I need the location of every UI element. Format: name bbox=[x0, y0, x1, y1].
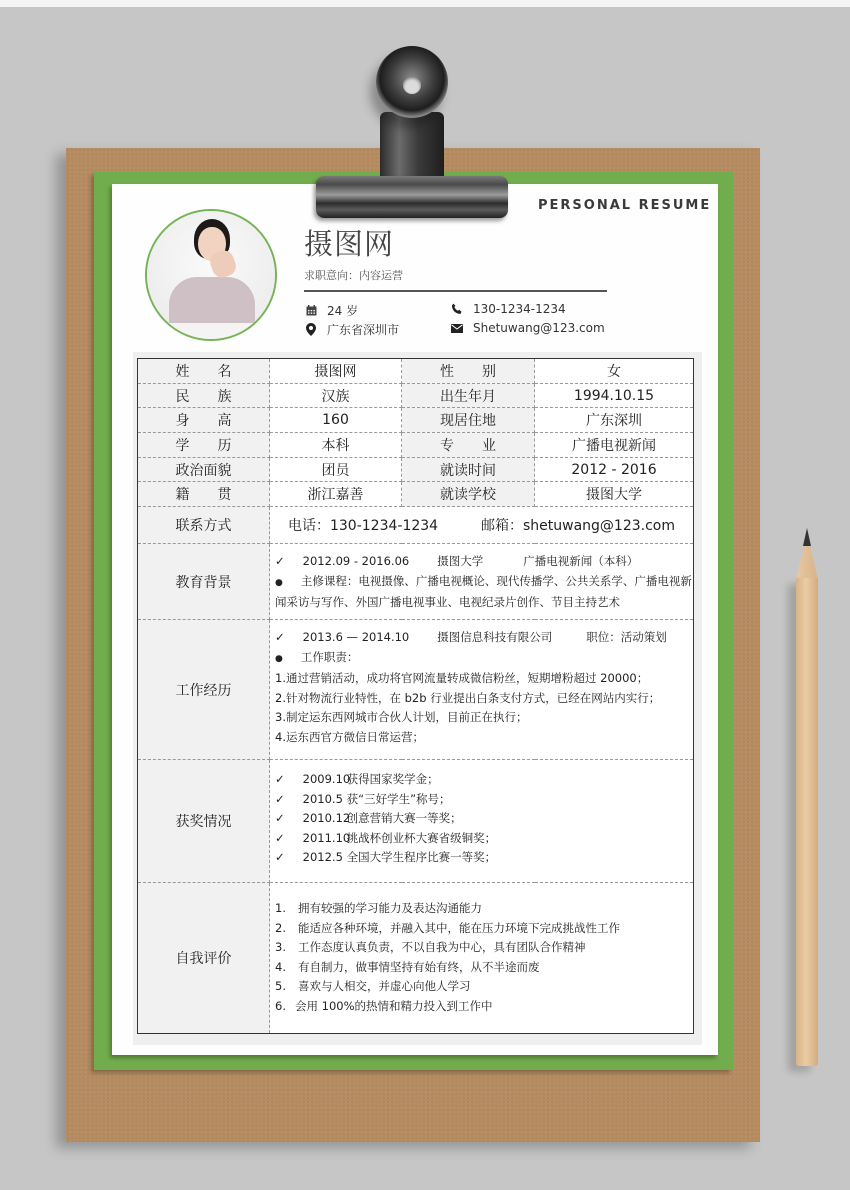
label-text: 民族 bbox=[175, 388, 260, 405]
eval-text: 会用 100%的热情和精力投入到工作中 bbox=[295, 998, 493, 1013]
education-school: 摄图大学 bbox=[437, 554, 484, 569]
award-date: 2011.10 bbox=[302, 830, 351, 845]
label-cell: 现居住地 bbox=[402, 408, 535, 433]
courses-line bbox=[275, 572, 692, 594]
label-text: 身高 bbox=[175, 413, 260, 430]
top-strip bbox=[0, 0, 850, 7]
eval-item bbox=[275, 997, 687, 1017]
award-date: 2012.5 bbox=[302, 850, 343, 865]
work-entry bbox=[275, 628, 687, 648]
value-cell: 2012 - 2016 bbox=[535, 457, 694, 482]
self-eval-row bbox=[138, 883, 694, 1034]
label-cell: 政治面貌 bbox=[138, 457, 270, 482]
work-period: 2013.6 — 2014.10 bbox=[302, 630, 410, 645]
candidate-name: 摄图网 bbox=[304, 227, 395, 261]
eval-num: 4. bbox=[275, 959, 286, 974]
table-row bbox=[138, 408, 694, 433]
check-icon: ✓ bbox=[275, 630, 285, 645]
eval-text: 喜欢与人相交，并虚心向他人学习 bbox=[298, 979, 471, 994]
calendar-icon bbox=[304, 304, 318, 318]
section-label-education: 教育背景 bbox=[138, 544, 270, 620]
value-cell: 摄图大学 bbox=[535, 482, 694, 507]
phone-icon bbox=[450, 302, 464, 316]
award-item bbox=[275, 770, 687, 790]
contact-row bbox=[138, 507, 694, 544]
resume-table bbox=[137, 358, 694, 1034]
eval-item bbox=[275, 958, 687, 978]
work-detail bbox=[270, 620, 694, 760]
avatar-desk bbox=[147, 323, 275, 341]
check-icon: ✓ bbox=[275, 850, 285, 865]
duties-title-line bbox=[275, 648, 687, 670]
education-detail bbox=[270, 544, 694, 620]
eval-item bbox=[275, 977, 687, 997]
eval-item bbox=[275, 938, 687, 958]
info-location bbox=[304, 321, 399, 338]
value-cell: 1994.10.15 bbox=[535, 383, 694, 408]
contact-phone: 电话：130-1234-1234 bbox=[287, 518, 439, 535]
eval-num: 1. bbox=[275, 901, 286, 916]
work-row bbox=[138, 620, 694, 760]
label-text: 姓名 bbox=[175, 363, 260, 380]
award-item bbox=[275, 848, 687, 868]
label-cell bbox=[138, 408, 270, 433]
label-cell bbox=[402, 433, 535, 458]
binder-clip bbox=[314, 44, 510, 220]
email-text: Shetuwang@123.com bbox=[473, 321, 605, 335]
value-cell: 广东深圳 bbox=[535, 408, 694, 433]
label-text: 专业 bbox=[440, 437, 524, 454]
table-row bbox=[138, 383, 694, 408]
table-row bbox=[138, 482, 694, 507]
clip-neck bbox=[380, 112, 444, 186]
envelope-icon bbox=[450, 321, 464, 335]
eval-text: 有自制力，做事情坚持有始有终，从不半途而废 bbox=[298, 959, 540, 974]
label-cell: 就读学校 bbox=[402, 482, 535, 507]
label-cell: 出生年月 bbox=[402, 383, 535, 408]
pencil-cone bbox=[796, 540, 818, 580]
clip-bar bbox=[316, 176, 508, 218]
label-text: 籍贯 bbox=[175, 487, 260, 504]
value-cell: 摄图网 bbox=[270, 359, 402, 384]
label-cell bbox=[138, 482, 270, 507]
info-age bbox=[304, 302, 358, 319]
eval-text: 拥有较强的学习能力及表达沟通能力 bbox=[298, 901, 482, 916]
label-cell bbox=[402, 359, 535, 384]
award-text: 创意营销大赛一等奖； bbox=[346, 811, 462, 826]
education-entry bbox=[275, 552, 687, 572]
label-text: 性别 bbox=[440, 363, 524, 380]
value-cell: 团员 bbox=[270, 457, 402, 482]
education-period: 2012.09 - 2016.06 bbox=[302, 554, 410, 569]
award-date: 2010.12 bbox=[302, 811, 351, 826]
label-cell bbox=[138, 359, 270, 384]
section-label-awards: 获奖情况 bbox=[138, 760, 270, 883]
check-icon: ✓ bbox=[275, 791, 285, 806]
map-pin-icon bbox=[304, 323, 318, 337]
award-item bbox=[275, 829, 687, 849]
header-divider bbox=[304, 290, 607, 292]
label-cell bbox=[138, 433, 270, 458]
table-row bbox=[138, 457, 694, 482]
eval-text: 工作态度认真负责，不以自我为中心，具有团队合作精神 bbox=[298, 940, 586, 955]
check-icon: ✓ bbox=[275, 811, 285, 826]
courses-text-cont: 闻采访与写作、外国广播电视事业、电视纪录片创作、节目主持艺术 bbox=[275, 595, 620, 610]
duties-title: 工作职责： bbox=[300, 649, 359, 664]
table-row bbox=[138, 359, 694, 384]
info-phone bbox=[450, 302, 566, 316]
duty-item: 2.针对物流行业特性，在 b2b 行业提出白条支付方式，已经在网站内实行； bbox=[275, 690, 661, 705]
value-cell: 广播电视新闻 bbox=[535, 433, 694, 458]
eval-num: 6. bbox=[275, 998, 286, 1013]
courses-text: 主修课程：电视摄像、广播电视概论、现代传播学、公共关系学、广播电视新 bbox=[300, 573, 692, 588]
award-text: 获得国家奖学金； bbox=[346, 772, 439, 787]
avatar bbox=[145, 209, 277, 341]
eval-item bbox=[275, 899, 687, 919]
work-company: 摄图信息科技有限公司 bbox=[437, 630, 553, 645]
awards-detail bbox=[270, 760, 694, 883]
personal-resume-heading: PERSONAL RESUME bbox=[538, 198, 712, 213]
eval-num: 3. bbox=[275, 940, 286, 955]
bullet-icon: ● bbox=[275, 653, 283, 664]
check-icon: ✓ bbox=[275, 830, 285, 845]
award-text: 挑战杯创业杯大赛省级铜奖； bbox=[346, 830, 497, 845]
label-cell bbox=[138, 383, 270, 408]
self-eval-detail bbox=[270, 883, 694, 1034]
work-position: 职位：活动策划 bbox=[586, 630, 667, 645]
section-label-work: 工作经历 bbox=[138, 620, 270, 760]
eval-item bbox=[275, 919, 687, 939]
section-label-self-eval: 自我评价 bbox=[138, 883, 270, 1034]
contact-value-cell bbox=[270, 507, 694, 544]
label-cell: 就读时间 bbox=[402, 457, 535, 482]
value-cell: 汉族 bbox=[270, 383, 402, 408]
info-email bbox=[450, 321, 605, 335]
eval-text: 能适应各种环境，并融入其中，能在压力环境下完成挑战性工作 bbox=[298, 920, 620, 935]
label-cell: 联系方式 bbox=[138, 507, 270, 544]
pencil-decoration bbox=[796, 528, 818, 1068]
phone-text: 130-1234-1234 bbox=[473, 302, 566, 316]
value-cell: 浙江嘉善 bbox=[270, 482, 402, 507]
duty-item: 4.运东西官方微信日常运营； bbox=[275, 729, 424, 744]
award-date: 2009.10 bbox=[302, 772, 351, 787]
contact-email: 邮箱：shetuwang@123.com bbox=[480, 518, 675, 535]
label-text: 学历 bbox=[175, 437, 260, 454]
value-cell: 女 bbox=[535, 359, 694, 384]
clip-hole bbox=[403, 76, 421, 94]
award-date: 2010.5 bbox=[302, 791, 343, 806]
education-major: 广播电视新闻（本科） bbox=[523, 554, 639, 569]
award-item bbox=[275, 809, 687, 829]
duty-item: 3.制定运东西网城市合伙人计划，目前正在执行； bbox=[275, 710, 528, 725]
table-row bbox=[138, 433, 694, 458]
age-text: 24 岁 bbox=[327, 304, 359, 318]
location-text: 广东省深圳市 bbox=[327, 323, 400, 337]
pencil-body bbox=[796, 578, 818, 1066]
value-cell: 本科 bbox=[270, 433, 402, 458]
duty-item: 1.通过营销活动，成功将官网流量转成微信粉丝，短期增粉超过 20000； bbox=[275, 671, 649, 686]
value-cell: 160 bbox=[270, 408, 402, 433]
pencil-tip bbox=[803, 528, 811, 546]
awards-row bbox=[138, 760, 694, 883]
check-icon: ✓ bbox=[275, 772, 285, 787]
award-text: 全国大学生程序比赛一等奖； bbox=[346, 850, 497, 865]
education-row bbox=[138, 544, 694, 620]
award-item bbox=[275, 790, 687, 810]
avatar-torso bbox=[169, 277, 255, 327]
job-intent: 求职意向：内容运营 bbox=[304, 269, 403, 282]
award-text: 获“三好学生”称号； bbox=[346, 791, 451, 806]
eval-num: 2. bbox=[275, 920, 286, 935]
eval-num: 5. bbox=[275, 979, 286, 994]
bullet-icon: ● bbox=[275, 577, 283, 588]
check-icon: ✓ bbox=[275, 554, 285, 569]
